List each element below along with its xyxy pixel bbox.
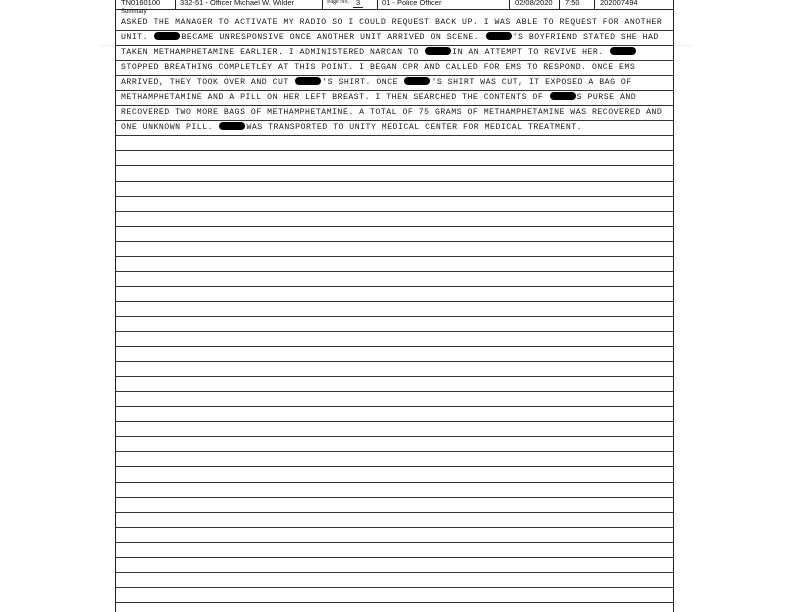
- header-divider: [594, 0, 595, 9]
- ruled-line: [116, 376, 673, 377]
- summary-text-segment: ARRIVED, THEY TOOK OVER AND CUT: [121, 78, 295, 87]
- ruled-line: [116, 542, 673, 543]
- redaction-mark: [404, 77, 430, 85]
- report-form: [115, 0, 674, 612]
- ruled-line: [116, 226, 673, 227]
- summary-label: Summary: [121, 9, 147, 15]
- summary-text-segment: METHAMPHETAMINE AND A PILL ON HER LEFT BREAST. I THEN SEARCHED THE CONTENTS OF: [121, 93, 549, 102]
- header-divider: [559, 0, 560, 9]
- header-divider: [509, 0, 510, 9]
- summary-text-line: [121, 46, 671, 60]
- summary-text-segment: RECOVERED TWO MORE BAGS OF METHAMPHETAMINE. A TOTAL OF 75 GRAMS OF METHAMPHETAMINE WAS RECOVERED AND: [121, 108, 663, 117]
- ruled-line: [116, 331, 673, 332]
- summary-text-line: [121, 121, 671, 135]
- ruled-line: [116, 241, 673, 242]
- ruled-line: [116, 165, 673, 166]
- ruled-line: [116, 211, 673, 212]
- ruled-line: [116, 301, 673, 302]
- ruled-line: [116, 587, 673, 588]
- summary-text-segment: 'S BOYFRIEND STATED SHE HAD: [512, 33, 659, 42]
- ruled-line: [116, 135, 673, 136]
- report-header-row: [116, 0, 673, 10]
- header-divider: [175, 0, 176, 9]
- ruled-line: [116, 196, 673, 197]
- ruled-line: [116, 527, 673, 528]
- header-divider: [377, 0, 378, 9]
- ruled-line: [116, 406, 673, 407]
- summary-text-line: [121, 91, 671, 105]
- summary-text-line: [121, 76, 671, 90]
- ruled-line: [116, 602, 673, 603]
- ruled-line: [116, 572, 673, 573]
- ruled-line: [116, 181, 673, 182]
- summary-text-segment: ONE UNKNOWN PILL.: [121, 123, 219, 132]
- summary-text-segment: WAS TRANSPORTED TO UNITY MEDICAL CENTER FOR MEDICAL TREATMENT.: [246, 123, 583, 132]
- summary-text-segment: BECAME UNRESPONSIVE ONCE ANOTHER UNIT ARRIVED ON SCENE.: [181, 33, 485, 42]
- ruled-line: [116, 512, 673, 513]
- page-no-field: [353, 0, 363, 9]
- summary-text-line: [121, 16, 671, 30]
- ruled-line: [116, 482, 673, 483]
- case-id: TN0160100: [121, 0, 161, 7]
- ruled-line: [116, 150, 673, 151]
- ruled-line: [116, 497, 673, 498]
- redaction-mark: [154, 32, 180, 40]
- redaction-mark: [295, 77, 321, 85]
- ruled-line: [116, 361, 673, 362]
- header-divider: [322, 0, 323, 9]
- ruled-line: [116, 271, 673, 272]
- summary-text-segment: TAKEN METHAMPHETAMINE EARLIER. I ADMINISTERED NARCAN TO: [121, 48, 425, 57]
- ruled-line: [116, 421, 673, 422]
- ruled-line: [116, 466, 673, 467]
- officer-name: 332-51 - Officer Michael W. Wilder: [180, 0, 295, 7]
- summary-text-segment: UNIT.: [121, 33, 154, 42]
- summary-text-segment: ASKED THE MANAGER TO ACTIVATE MY RADIO SO I COULD REQUEST BACK UP. I WAS ABLE TO REQUEST FOR ANOTHER: [121, 18, 663, 27]
- summary-text-segment: S PURSE AND: [576, 93, 637, 102]
- summary-text-line: [121, 106, 671, 120]
- report-time: 7:50: [565, 0, 580, 7]
- page-no-value: 3: [353, 0, 363, 8]
- ruled-line: [116, 391, 673, 392]
- ruled-line: [116, 316, 673, 317]
- report-number: 202007494: [600, 0, 638, 7]
- ruled-line: [116, 256, 673, 257]
- redaction-mark: [550, 92, 576, 100]
- page-no-label: Page No.: [327, 0, 349, 5]
- summary-text-line: [121, 31, 671, 45]
- redaction-mark: [610, 47, 636, 55]
- summary-text-segment: STOPPED BREATHING COMPLETLEY AT THIS POINT. I BEGAN CPR AND CALLED FOR EMS TO RESPOND. ONCE EMS: [121, 63, 636, 72]
- summary-text-segment: 'S SHIRT WAS CUT, IT EXPOSED A BAG OF: [431, 78, 632, 87]
- ruled-line: [116, 557, 673, 558]
- report-date: 02/08/2020: [515, 0, 553, 7]
- ruled-line: [116, 436, 673, 437]
- redaction-mark: [219, 122, 245, 130]
- redaction-mark: [425, 47, 451, 55]
- ruled-line: [116, 346, 673, 347]
- summary-text-segment: IN AN ATTEMPT TO REVIVE HER.: [452, 48, 610, 57]
- ruled-line: [116, 451, 673, 452]
- summary-text-line: [121, 61, 671, 75]
- redaction-mark: [486, 32, 512, 40]
- officer-role: 01 - Police Officer: [382, 0, 442, 7]
- ruled-line: [116, 286, 673, 287]
- summary-text-segment: 'S SHIRT. ONCE: [322, 78, 404, 87]
